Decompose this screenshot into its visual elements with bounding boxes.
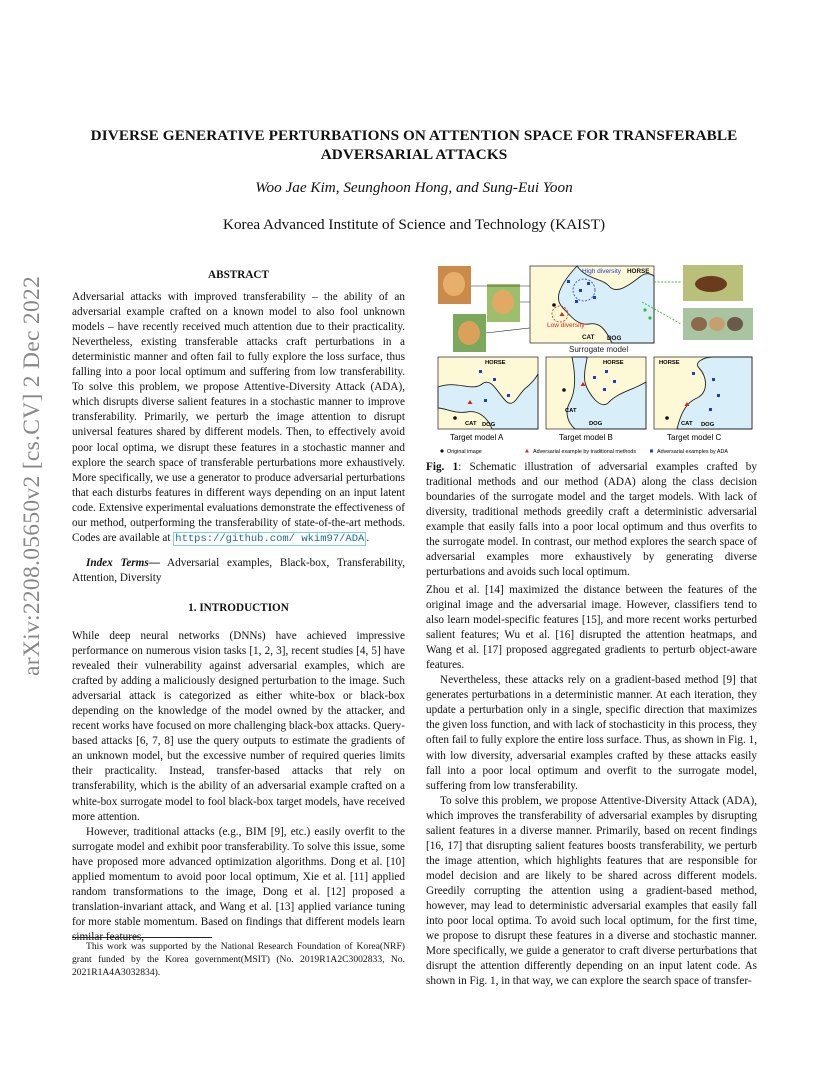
target-c-original (665, 416, 669, 420)
target-a-caption: Target model A (450, 433, 504, 442)
target-b-ada-2 (593, 376, 596, 379)
horse-photo-body (695, 276, 727, 292)
target-c-ada-4 (709, 408, 712, 411)
dogs-photo-dog-1 (691, 317, 707, 331)
target-b-ada-1 (605, 370, 608, 373)
title-line-2: ADVERSARIAL ATTACKS (320, 146, 508, 163)
abstract-heading: ABSTRACT (208, 269, 269, 281)
legend-original-marker (440, 449, 443, 452)
high-diversity-label: High diversity (582, 268, 622, 275)
target-b-original (562, 388, 566, 392)
code-link[interactable] (173, 532, 366, 546)
target-model-a (438, 357, 538, 442)
right-paragraph-1: Zhou et al. [14] maximized the distance between the features of the original image and the adversarial image. However, classifiers tend to also learn model-specific features [15], and more recent works perturbed salient features; Wu et al. [16] disrupted the attention heatmaps, and Wang et al. [17] proposed aggregated gradients to perturb object-aware features. (426, 584, 757, 672)
cat-photo-1-face (443, 272, 465, 296)
cat-photo-2-face (492, 290, 514, 314)
target-b-horse: HORSE (603, 360, 624, 366)
figure-1-caption (426, 460, 757, 580)
target-c-ada-2 (712, 378, 715, 381)
target-a-ada-3 (484, 399, 487, 402)
right-column (426, 583, 757, 989)
abstract-text: Adversarial attacks with improved transferability – the ability of an adversarial example crafted on a known model to also fool unknown models – have recently received much attention due to their practicality. Nevertheless, existing transferable attacks craft perturbations in a deterministic manner and often fail to fully explore the loss surface, thus falling into a poor local optimum and suffering from low transferability. To solve this problem, we propose Attentive-Diversity Attack (ADA), which disrupts diverse salient features in a stochastic manner to improve transferability. Primarily, we perturb the image attention to disrupt universal features shared by different models. Then, to effectively avoid poor local optima, we disrupt these features in a stochastic manner and explore the search space of transferable perturbations more exhaustively. More specifically, we use a generator to produce adversarial perturbations that each disturbs features in different ways depending on an input latent code. Extensive experimental evaluations demonstrate the effectiveness of our method, outperforming the transferability of state-of-the-art methods. Codes are available at (72, 291, 405, 544)
target-b-caption: Target model B (559, 433, 613, 442)
intro-heading: 1. INTRODUCTION (188, 601, 289, 614)
target-c-dog: DOG (701, 422, 715, 428)
surrogate-cat-label: CAT (582, 334, 595, 341)
figure-1-diagram (437, 262, 753, 458)
title-line-1: DIVERSE GENERATIVE PERTURBATIONS ON ATTENTION SPACE FOR TRANSFERABLE (90, 127, 738, 144)
index-terms (72, 556, 405, 586)
target-c-cat: CAT (681, 421, 693, 427)
target-a-horse: HORSE (485, 360, 506, 366)
target-a-original (453, 416, 457, 420)
low-diversity-label: Low diversity (547, 322, 585, 329)
legend-traditional-marker (525, 449, 529, 453)
green-point-1 (643, 308, 646, 311)
figure-1-caption-text: : Schematic illustration of adversarial examples crafted by traditional methods and our method (ADA) along the class decision boundaries of the surrogate model and the target models. With lack of diversity, traditional methods greedily craft a deterministic adversarial example that easily falls into a poor local optimum and thus overfits to the surrogate model. In contrast, our method explores the search space of adversarial examples more exhaustively by generating diverse perturbations and avoids such local optimum. (426, 461, 757, 579)
left-column (72, 268, 405, 945)
target-c-ada-3 (717, 394, 720, 397)
target-b-cat: CAT (565, 408, 577, 414)
figure-1-caption-label: Fig. 1 (426, 461, 459, 473)
surrogate-original-point (552, 303, 556, 307)
surrogate-ada-point-5 (593, 296, 596, 299)
target-a-ada-2 (493, 378, 496, 381)
legend-traditional: Adversarial example by traditional methods (533, 449, 637, 455)
dogs-photo-dog-3 (727, 317, 743, 331)
legend-ada-marker (650, 450, 653, 453)
green-point-2 (648, 316, 651, 319)
footnote: This work was supported by the National Research Foundation of Korea(NRF) grant funded by the Korea government(MSIT) (No. 2019R1A2C3002833, No. 2021R1A4A3032834). (72, 941, 405, 978)
target-c-ada-1 (692, 372, 695, 375)
target-a-dog: DOG (482, 422, 496, 428)
surrogate-dog-label: DOG (607, 335, 622, 342)
cat-photo-3-face (458, 321, 480, 345)
authors: Woo Jae Kim, Seunghoon Hong, and Sung-Eui Yoon (255, 179, 573, 196)
target-a-ada-4 (507, 394, 510, 397)
target-a-ada-1 (479, 370, 482, 373)
dogs-photo-dog-2 (709, 317, 725, 331)
surrogate-horse-label: HORSE (627, 268, 650, 275)
code-link-line-2: wkim97/ADA (301, 532, 365, 545)
arxiv-identifier: arXiv:2208.05650v2 [cs.CV] 2 Dec 2022 (19, 275, 45, 676)
target-a-cat: CAT (465, 421, 477, 427)
index-terms-label: Index Terms— (86, 556, 160, 569)
right-paragraph-3: To solve this problem, we propose Attentive-Diversity Attack (ADA), which improves the transferability of adversarial examples by disrupting salient features in a diverse manner. Primarily, based on recent findings [16, 17] that disrupting salient features boosts transferability, we perturb the image attention, which highlights features that are responsible for model decision and are likely to be shared across different models. Greedily corrupting the attention using a gradient-based method, however, may lead to deterministic adversarial examples that easily fall into poor local optima. To avoid such local optimum, for the first time, we propose to disrupt these features in a diverse and stochastic manner. More specifically, we guide a generator to craft diverse perturbations that disrupt the attention differently depending on an input latent code. As shown in Fig. 1, in that way, we can explore the search space of transfer- (426, 794, 757, 988)
affiliation: Korea Advanced Institute of Science and Technology (KAIST) (222, 216, 606, 233)
abstract-end: . (366, 531, 370, 544)
target-b-ada-4 (603, 388, 606, 391)
surrogate-ada-point-1 (567, 280, 570, 283)
target-model-c (654, 357, 752, 442)
target-b-dog: DOG (589, 421, 603, 427)
intro-paragraph-1: While deep neural networks (DNNs) have achieved impressive performance on numerous vision tasks [1, 2, 3], recent studies [4, 5] have revealed their vulnerability against adversarial examples, which are crafted by adding a maliciously designed perturbation to the image. Such adversarial attack is categorized as either white-box or black-box depending on the knowledge of the model owned by the attacker, and recent works have focused on more challenging black-box attacks. Query-based attacks [6, 7, 8] use the query outputs to estimate the gradients of an unknown model, but the excessive number of required queries limits their practicality. Instead, transfer-based attacks that rely on transferability, which is the ability of an adversarial example crafted on a white-box surrogate model to fool black-box target models, have received more attention. (72, 629, 405, 823)
target-c-caption: Target model C (667, 433, 722, 442)
surrogate-caption: Surrogate model (569, 345, 629, 354)
figure-1 (437, 262, 753, 458)
abstract-body (72, 290, 405, 547)
footnote-rule (72, 937, 212, 938)
legend-original: Original image (447, 449, 482, 455)
right-paragraph-2: Nevertheless, these attacks rely on a gradient-based method [9] that generates perturbations in a deterministic manner. At each iteration, they update a perturbation only in a single, specific direction that maximizes the given loss function, and with lack of stochasticity in this process, they often fail to fully explore the entire loss surface. Thus, as shown in Fig. 1, with low diversity, adversarial examples crafted by these attacks easily fall into a poor local optimum and overfit to the surrogate model, suffering from low transferability. (426, 674, 757, 792)
surrogate-ada-point-3 (587, 282, 590, 285)
target-c-horse: HORSE (659, 360, 680, 366)
legend-ada: Adversarial examples by ADA (657, 449, 729, 455)
code-link-line-1: https://github.com/ (175, 532, 295, 545)
target-b-ada-3 (613, 380, 616, 383)
index-terms-text: Adversarial examples, Black-box, Transferability, Attention, Diversity (72, 556, 405, 584)
intro-paragraph-2: However, traditional attacks (e.g., BIM [9], etc.) easily overfit to the surrogate model and exhibit poor transferability. To solve this issue, some have proposed more advanced optimization algorithms. Dong et al. [10] applied momentum to avoid poor local optimum, Xie et al. [11] applied random transformations to the image, Dong et al. [12] proposed a translation-invariant attack, and Wang et al. [13] applied variance tuning for more stable momentum. Based on findings that different models learn similar features, (72, 825, 405, 943)
surrogate-ada-point-4 (575, 300, 578, 303)
target-model-b (546, 357, 646, 442)
paper-title (60, 126, 768, 164)
surrogate-ada-point-2 (579, 289, 582, 292)
